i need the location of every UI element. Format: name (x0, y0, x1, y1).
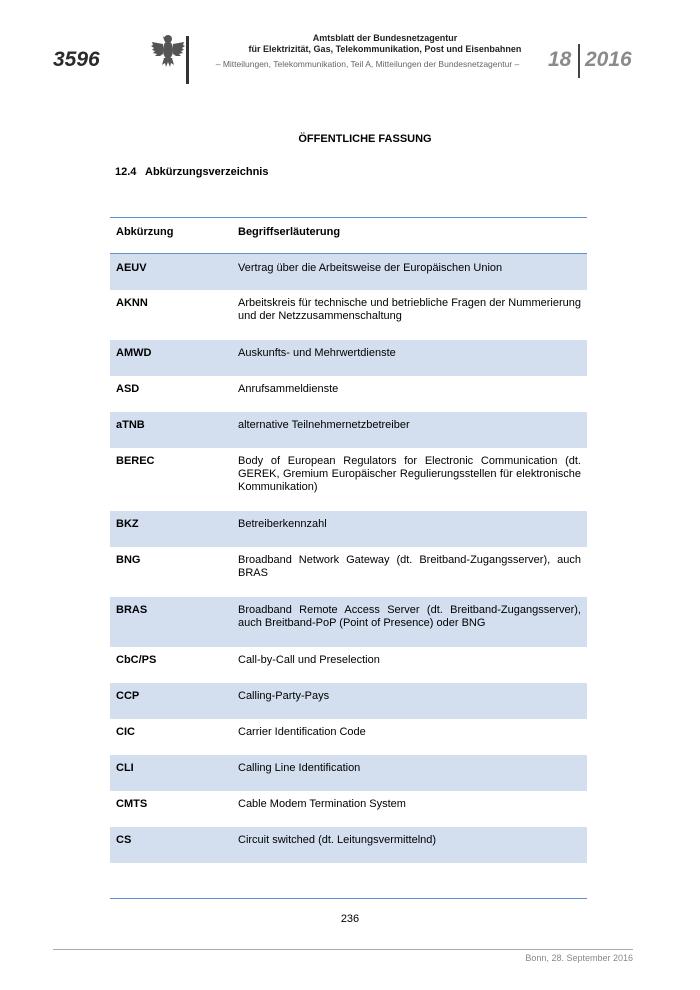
section-title: Abkürzungsverzeichnis (145, 166, 269, 178)
table-row (110, 547, 587, 597)
abbreviation-cell (110, 863, 232, 899)
explanation-cell: Broadband Network Gateway (dt. Breitband-Zugangsserver), auch BRAS (238, 553, 581, 579)
table-row (110, 683, 587, 719)
explanation-cell: alternative Teilnehmernetzbetreiber (232, 412, 587, 448)
section-heading (115, 166, 268, 178)
issue-divider (578, 44, 580, 78)
table-row (110, 597, 587, 647)
page-number: 3596 (53, 48, 100, 71)
abbreviation-cell: CIC (116, 725, 135, 738)
table-header-row (110, 218, 587, 254)
issue-year: 2016 (585, 48, 632, 71)
explanation-cell: Body of European Regulators for Electronic Communication (dt. GEREK, Gremium Europäischer Regulierungsstellen für elektronische Kommunikation) (238, 454, 581, 493)
table-row (110, 376, 587, 412)
explanation-cell: Call-by-Call und Preselection (238, 653, 380, 666)
abbreviation-cell: AKNN (116, 296, 148, 309)
table-row (110, 755, 587, 791)
footer-divider (53, 949, 633, 950)
abbreviation-cell: BNG (116, 553, 141, 566)
explanation-cell: Carrier Identification Code (238, 725, 366, 738)
explanation-cell: Cable Modem Termination System (238, 797, 406, 810)
table-row (110, 448, 587, 511)
table-row (110, 290, 587, 340)
header-title-line2: für Elektrizität, Gas, Telekommunikation, Post und Eisenbahnen (248, 44, 522, 54)
explanation-cell: Auskunfts- und Mehrwertdienste (232, 340, 587, 376)
abbreviation-cell: CbC/PS (116, 653, 157, 666)
section-number: 12.4 (115, 166, 137, 178)
footer-date: Bonn, 28. September 2016 (525, 953, 633, 963)
explanation-cell: Betreiberkennzahl (232, 511, 587, 547)
abbreviation-table (110, 217, 587, 899)
table-row (110, 254, 587, 290)
abbreviation-cell: aTNB (110, 412, 232, 448)
federal-eagle-icon (151, 32, 185, 70)
table-row (110, 791, 587, 827)
abbreviation-cell: BEREC (116, 454, 155, 467)
table-row (110, 340, 587, 376)
table-row (110, 719, 587, 755)
explanation-cell: Vertrag über die Arbeitsweise der Europäischen Union (232, 254, 587, 290)
abbreviation-cell: CCP (110, 683, 232, 719)
header-divider (186, 36, 189, 84)
abbreviation-cell: CMTS (116, 797, 148, 810)
abbreviation-cell: BRAS (110, 597, 232, 647)
table-row (110, 827, 587, 863)
abbreviation-cell: CS (110, 827, 232, 863)
explanation-cell: Anrufsammeldienste (238, 382, 339, 395)
table-row (110, 412, 587, 448)
column-header-explanation: Begriffserläuterung (232, 218, 587, 254)
header-subtitle: – Mitteilungen, Telekommunikation, Teil A, Mitteilungen der Bundesnetzagentur – (215, 59, 520, 69)
explanation-cell: Calling Line Identification (232, 755, 587, 791)
abbreviation-cell: BKZ (110, 511, 232, 547)
abbreviation-cell: CLI (110, 755, 232, 791)
issue-number: 18 (548, 48, 572, 71)
table-row-empty (110, 863, 587, 899)
abbreviation-cell: ASD (116, 382, 140, 395)
table-row (110, 647, 587, 683)
abbreviation-cell: AMWD (110, 340, 232, 376)
footer-page-number: 236 (340, 913, 360, 925)
column-header-abbreviation: Abkürzung (110, 218, 232, 254)
explanation-cell: Circuit switched (dt. Leitungsvermittelnd) (232, 827, 587, 863)
explanation-cell: Calling-Party-Pays (232, 683, 587, 719)
explanation-cell: Broadband Remote Access Server (dt. Breitband-Zugangsserver), auch Breitband-PoP (Point of Presence) oder BNG (232, 597, 587, 647)
explanation-cell: Arbeitskreis für technische und betriebliche Fragen der Nummerierung und der Netzzusammenschaltung (238, 296, 581, 322)
explanation-cell (232, 863, 587, 899)
abbreviation-cell: AEUV (110, 254, 232, 290)
public-version-label: ÖFFENTLICHE FASSUNG (298, 133, 432, 145)
header-title-line1: Amtsblatt der Bundesnetzagentur (312, 33, 458, 43)
table-row (110, 511, 587, 547)
